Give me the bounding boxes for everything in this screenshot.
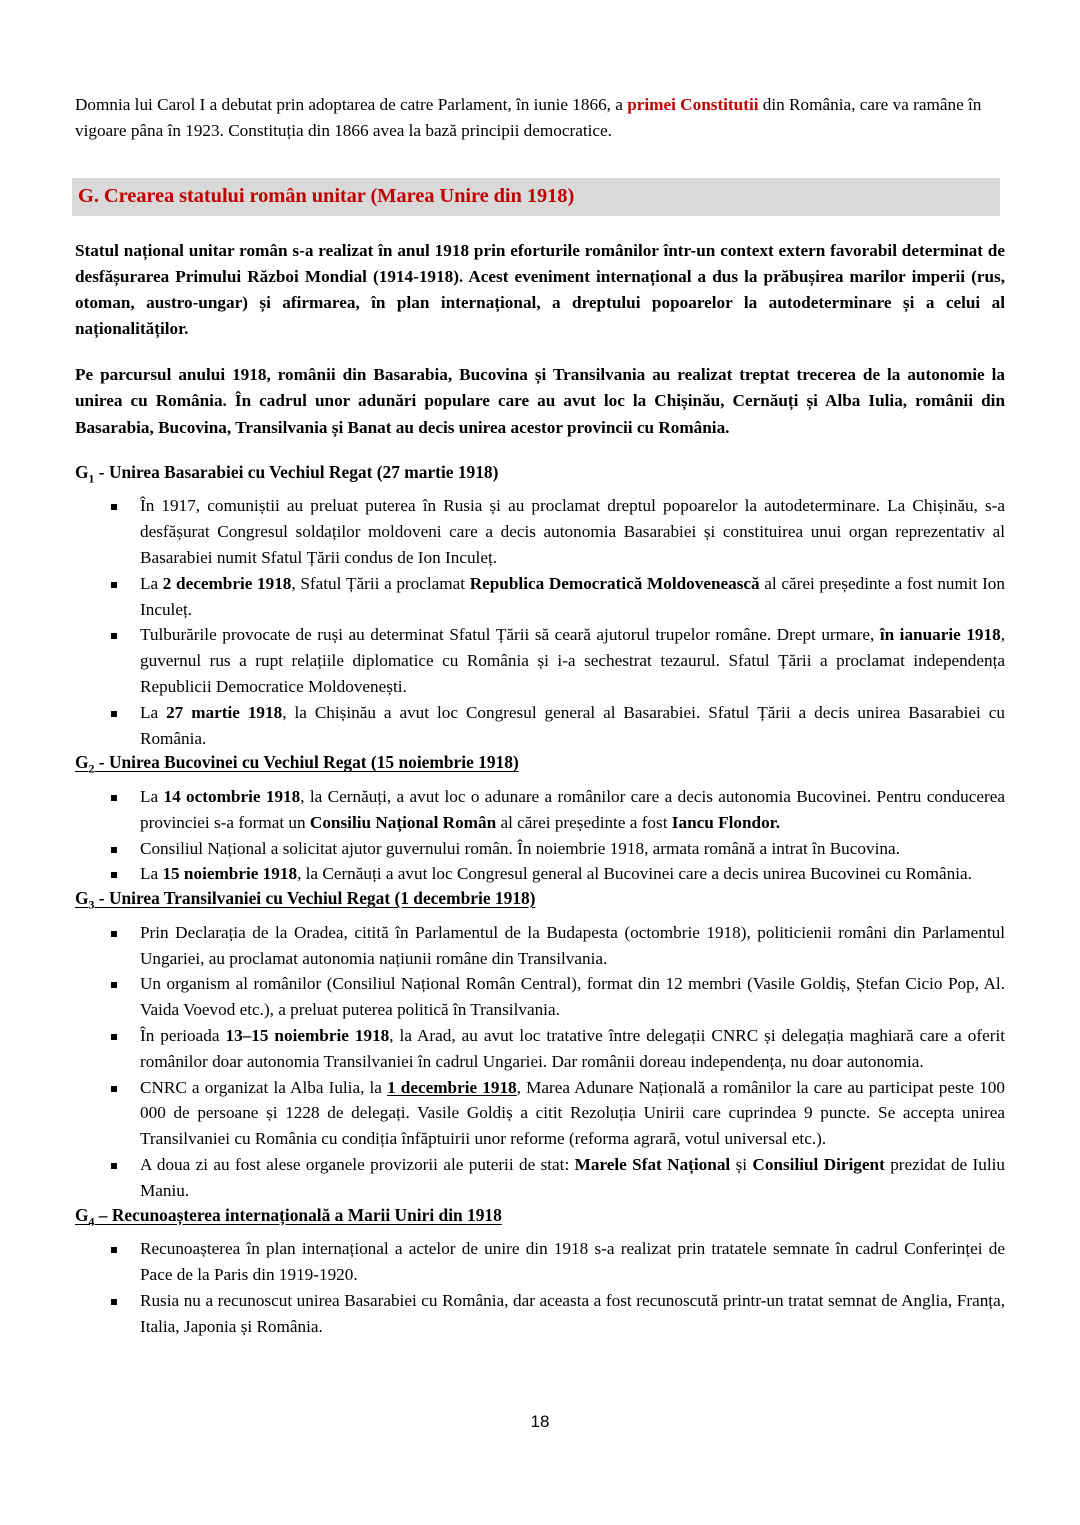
- list-item: La 2 decembrie 1918, Sfatul Țării a proclamat Republica Democratică Moldovenească al cărei președinte a fost numit Ion Inculeț.: [75, 571, 1005, 623]
- bullet-list-g2: [75, 784, 1005, 887]
- list-item: Recunoașterea în plan internațional a actelor de unire din 1918 s-a realizat prin tratatele semnate în cadrul Conferinței de Pace de la Paris din 1919-1920.: [75, 1236, 1005, 1288]
- list-item: Un organism al românilor (Consiliul Național Român Central), format din 12 membri (Vasile Goldiș, Ștefan Cicio Pop, Al. Vaida Voevod etc.), a preluat puterea politică în Transilvania.: [75, 971, 1005, 1023]
- subsection-heading-g1: [75, 461, 498, 484]
- g1-rest: - Unirea Basarabiei cu Vechiul Regat (27 martie 1918): [94, 461, 499, 482]
- list-item: A doua zi au fost alese organele provizorii ale puterii de stat: Marele Sfat Național și Consiliul Dirigent prezidat de Iuliu Maniu.: [75, 1152, 1005, 1204]
- intro-text-part2: din România, care va ramâne în vigoare pâna în 1923. Constituția din 1866 avea la bază principii democratice.: [75, 95, 982, 141]
- intro-highlight: primei Constitutii: [627, 95, 759, 114]
- list-item: Consiliul Național a solicitat ajutor guvernului român. În noiembrie 1918, armata română a intrat în Bucovina.: [75, 836, 1005, 862]
- g1-subscript: 1: [88, 471, 95, 486]
- g4-subscript: 4: [88, 1214, 95, 1229]
- list-item: La 27 martie 1918, la Chișinău a avut loc Congresul general al Basarabiei. Sfatul Țării a decis unirea Basarabiei cu România.: [75, 700, 1005, 752]
- g2-prefix: G: [75, 752, 89, 773]
- bullet-list-g1: [75, 493, 1005, 751]
- list-item: La 14 octombrie 1918, la Cernăuți, a avut loc o adunare a românilor care a decis autonomia Bucovinei. Pentru conducerea provinciei s-a format un Consiliu Național Român al cărei președinte a fost Iancu Flondor.: [75, 784, 1005, 836]
- g3-rest: - Unirea Transilvaniei cu Vechiul Regat (1 decembrie 1918): [94, 888, 536, 909]
- list-item: În perioada 13–15 noiembrie 1918, la Arad, au avut loc tratative între delegații CNRC și delegația maghiară care a oferit românilor doar autonomia Transilvaniei în cadrul Ungariei. Dar românii doreau independența, nu doar autonomia.: [75, 1023, 1005, 1075]
- list-item: Prin Declarația de la Oradea, citită în Parlamentul de la Budapesta (octombrie 1918), politicienii români din Parlamentul Ungariei, au proclamat autonomia națiunii române din Transilvania.: [75, 920, 1005, 972]
- subsection-heading-g3: [75, 887, 535, 910]
- list-item: CNRC a organizat la Alba Iulia, la 1 decembrie 1918, Marea Adunare Națională a românilor la care au participat peste 100 000 de persoane și 1228 de delegați. Vasile Goldiș a citit Rezoluția Unirii care cuprindea 9 puncte. Se accepta unirea Transilvaniei cu România cu condiția înfăptuirii unor reforme (reforma agrară, votul universal etc.).: [75, 1075, 1005, 1152]
- section-band-heading: G. Crearea statului român unitar (Marea Unire din 1918): [72, 178, 1000, 216]
- g4-rest: – Recunoașterea internațională a Marii Uniri din 1918: [94, 1204, 502, 1225]
- subsection-heading-g3-wrap: [75, 887, 1005, 916]
- list-item: Rusia nu a recunoscut unirea Basarabiei cu România, dar aceasta a fost recunoscută printr-un tratat semnat de Anglia, Franța, Italia, Japonia și România.: [75, 1288, 1005, 1340]
- g2-rest: - Unirea Bucovinei cu Vechiul Regat (15 noiembrie 1918): [94, 752, 519, 773]
- g4-prefix: G: [75, 1204, 89, 1225]
- page-number: 18: [530, 1412, 550, 1431]
- subsection-heading-g2-wrap: [75, 751, 1005, 780]
- g3-prefix: G: [75, 888, 89, 909]
- g2-subscript: 2: [88, 761, 95, 776]
- subsection-heading-g1-wrap: [75, 461, 1005, 490]
- g1-prefix: G: [75, 461, 89, 482]
- page-content: [75, 92, 1005, 1339]
- list-item: În 1917, comuniștii au preluat puterea în Rusia și au proclamat dreptul popoarelor la autodeterminare. La Chișinău, s-a desfășurat Congresul soldaților moldoveni care a decis autonomia Basarabiei și constituirea unui organ reprezentativ al Basarabiei numit Sfatul Țării condus de Ion Inculeț.: [75, 493, 1005, 570]
- intro-paragraph: [75, 92, 1005, 144]
- g3-subscript: 3: [88, 897, 95, 912]
- subsection-heading-g2: [75, 751, 519, 774]
- lead-paragraph-1: Statul național unitar român s-a realizat în anul 1918 prin eforturile românilor într-un context extern favorabil determinat de desfășurarea Primului Război Mondial (1914-1918). Acest eveniment internațional a dus la prăbușirea marilor imperii (rus, otoman, austro-ungar) și afirmarea, în plan internațional, a dreptului popoarelor la autodeterminare și a celui al naționalităților.: [75, 240, 1005, 339]
- list-item: Tulburările provocate de ruși au determinat Sfatul Țării să ceară ajutorul trupelor române. Drept urmare, în ianuarie 1918, guvernul rus a rupt relațiile diplomatice cu România și i-a sechestrat tezaurul. Sfatul Țării a proclamat independența Republicii Democratice Moldovenești.: [75, 622, 1005, 699]
- intro-text-part1: Domnia lui Carol I a debutat prin adoptarea de catre Parlament, în iunie 1866, a: [75, 95, 628, 114]
- list-item: La 15 noiembrie 1918, la Cernăuți a avut loc Congresul general al Bucovinei care a decis unirea Bucovinei cu România.: [75, 861, 1005, 887]
- bullet-list-g4: [75, 1236, 1005, 1339]
- lead-paragraph-2: Pe parcursul anului 1918, românii din Basarabia, Bucovina și Transilvania au realizat treptat trecerea de la autonomie la unirea cu România. În cadrul unor adunări populare care au avut loc la Chișinău, Cernăuți și Alba Iulia, românii din Basarabia, Bucovina, Transilvania și Banat au decis unirea acestor provincii cu România.: [75, 365, 1005, 437]
- subsection-heading-g4: [75, 1204, 502, 1227]
- subsection-heading-g4-wrap: [75, 1204, 1005, 1233]
- bullet-list-g3: [75, 920, 1005, 1204]
